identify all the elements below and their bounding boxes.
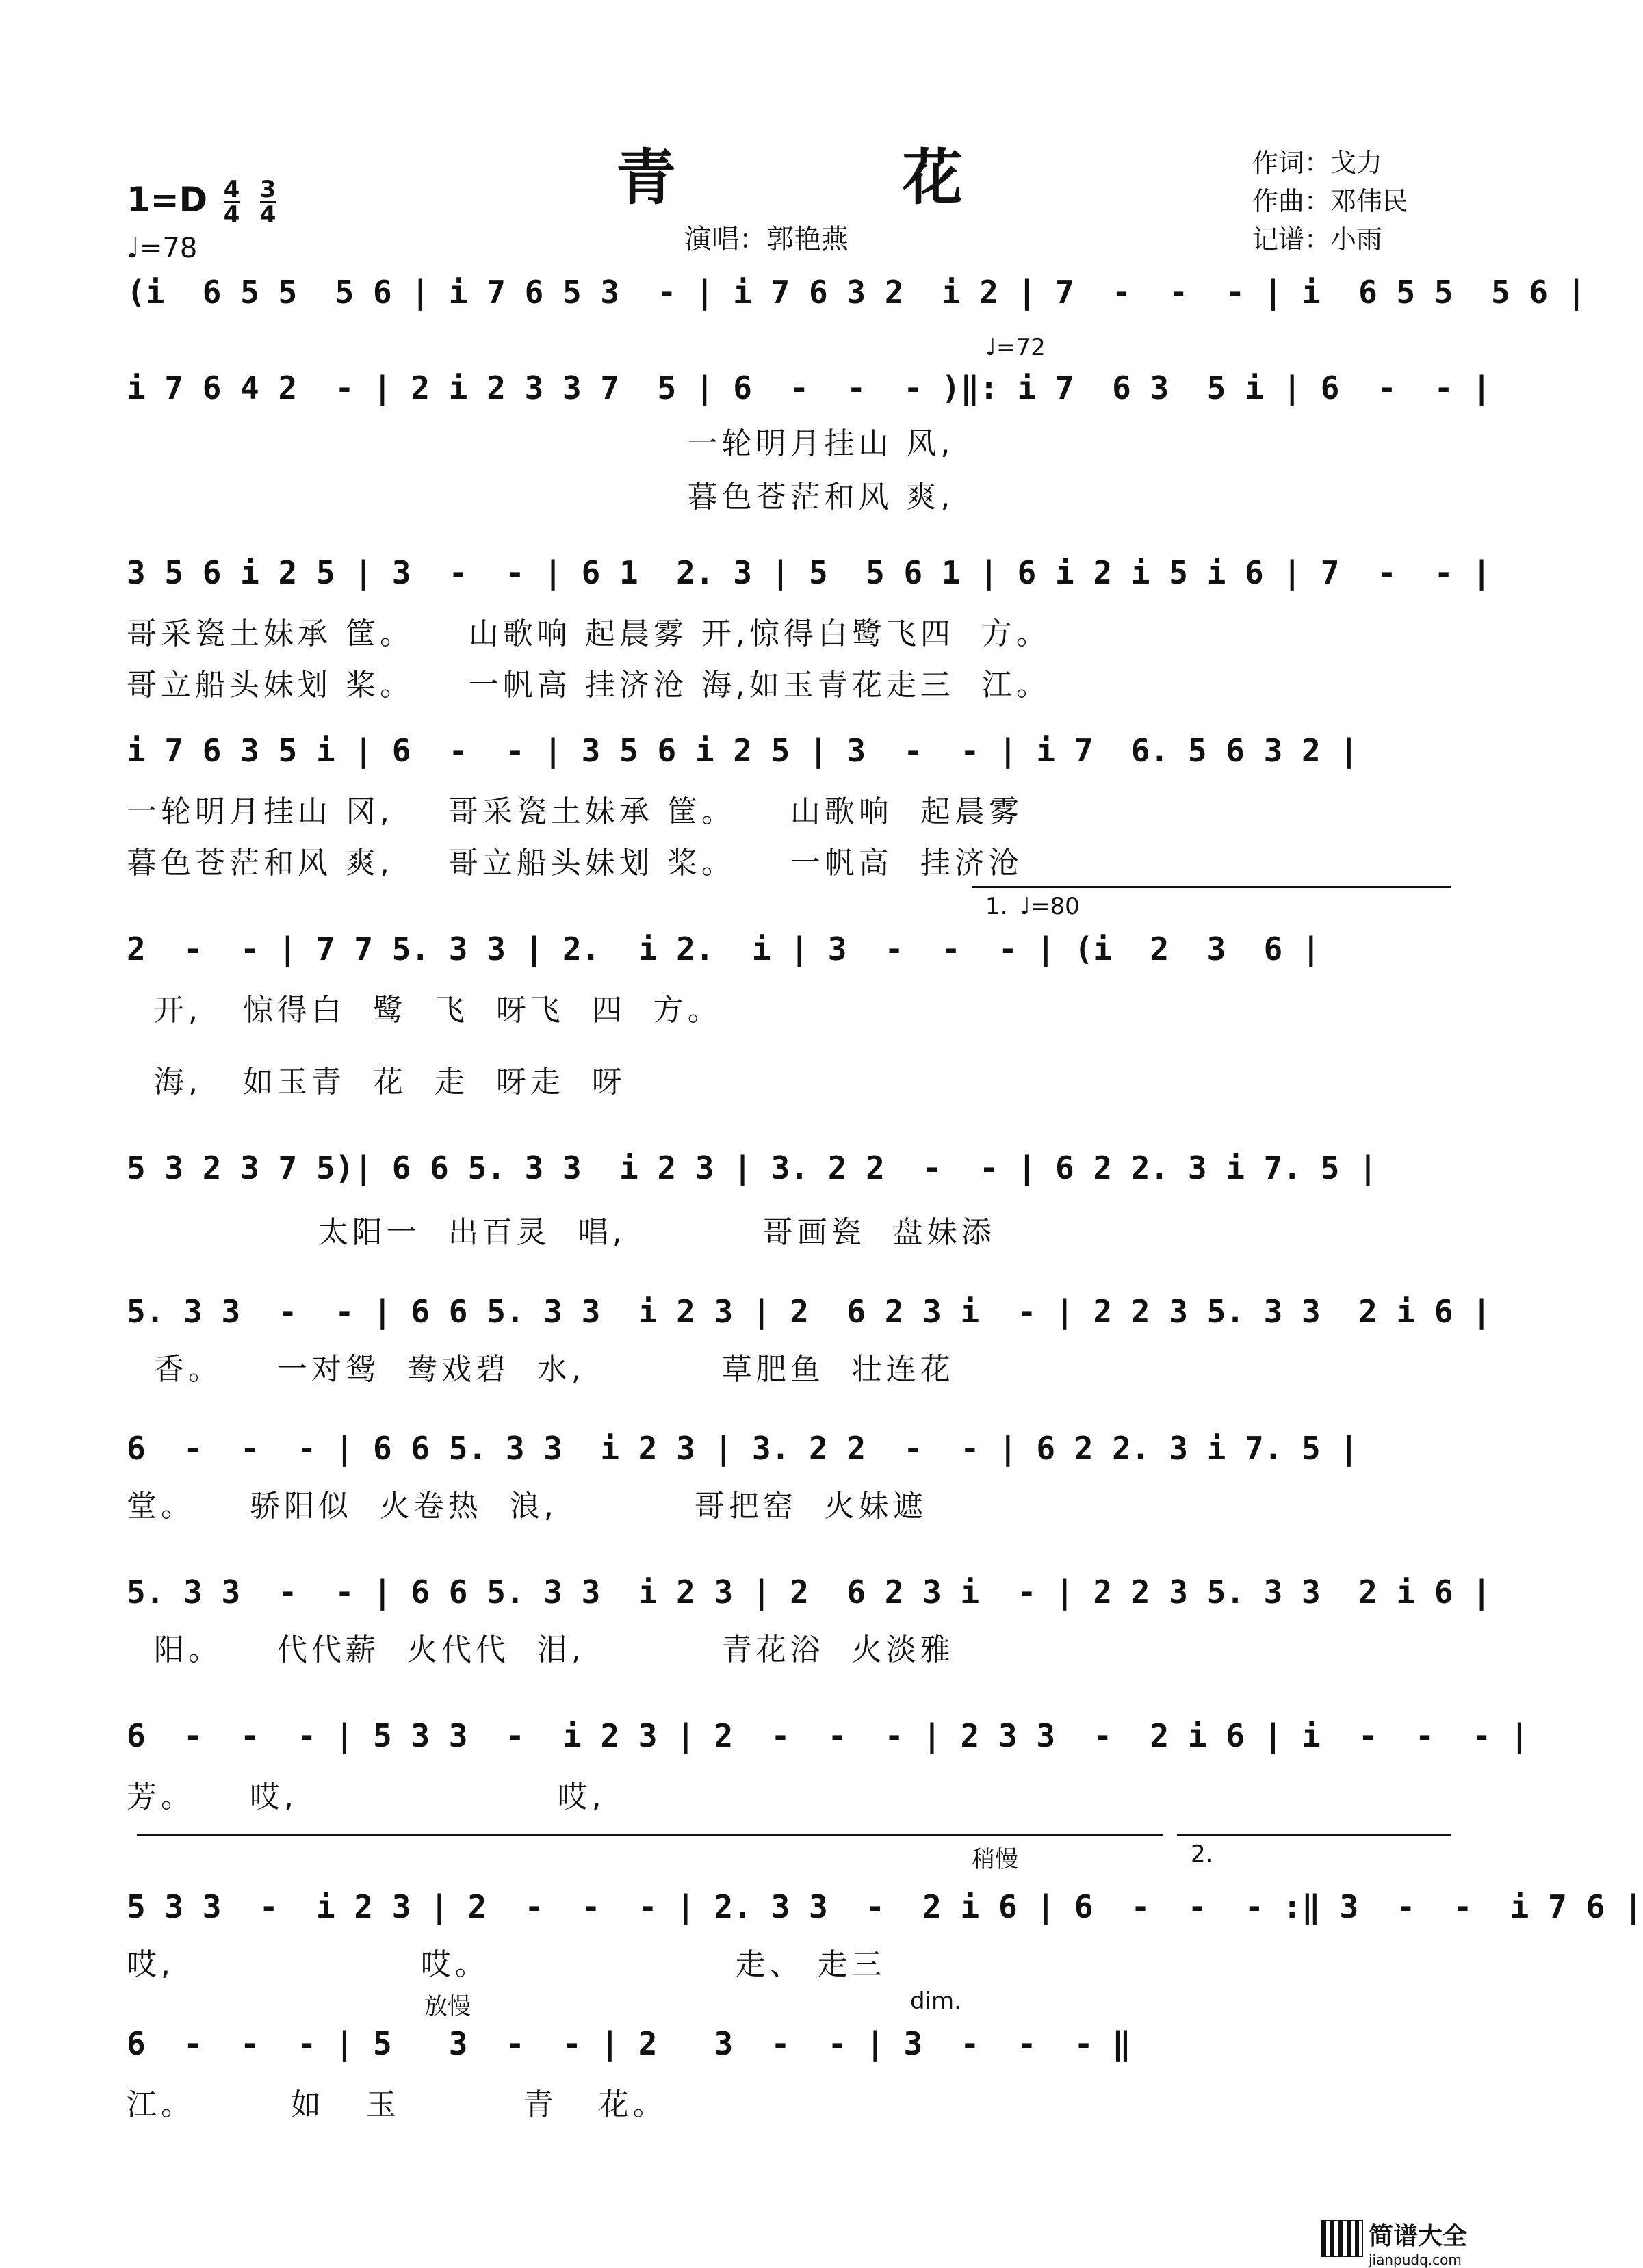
section-line bbox=[137, 1834, 1163, 1836]
piano-keys-icon bbox=[1321, 2220, 1363, 2257]
staff-5-lyric-1: 开, 惊得白 鹭 飞 呀飞 四 方。 bbox=[127, 993, 722, 1028]
slower-mark: 稍慢 bbox=[972, 1846, 1018, 1873]
composer-credit: 作曲：邓伟民 bbox=[1252, 186, 1409, 216]
staff-2-tempo: ♩=72 bbox=[985, 334, 1046, 361]
staff-3-notes: 3 5 6 i 2 5 | 3 - - | 6 1 2. 3 | 5 5 6 1 | 6 i 2 i 5 i 6 | 7 - - | bbox=[127, 554, 1491, 591]
staff-12-notes: 6 - - - | 5 3 - - | 2 3 - - | 3 - - - ‖ bbox=[127, 2025, 1131, 2062]
staff-2-lyric-2: 暮色苍茫和风 爽, bbox=[127, 480, 955, 514]
staff-9-lyric-1: 阳。 代代薪 火代代 泪, 青花浴 火淡雅 bbox=[127, 1632, 955, 1667]
staff-2-lyric-1: 一轮明月挂山 风, bbox=[127, 426, 955, 461]
tempo-marking: ♩=78 bbox=[127, 233, 198, 264]
watermark-name: 简谱大全 bbox=[1369, 2222, 1468, 2250]
staff-4-notes: i 7 6 3 5 i | 6 - - | 3 5 6 i 2 5 | 3 - - | i 7 6. 5 6 3 2 | bbox=[127, 732, 1359, 769]
staff-11-lyric-1: 哎, 哎。 走、 走三 bbox=[127, 1947, 886, 1982]
page-title: 青 花 bbox=[616, 142, 1065, 213]
volta-2-bracket bbox=[1177, 1834, 1451, 1836]
watermark-url: jianpudq.com bbox=[1369, 2252, 1462, 2268]
staff-7-notes: 5. 3 3 - - | 6 6 5. 3 3 i 2 3 | 2 6 2 3 i - | 2 2 3 5. 3 3 2 i 6 | bbox=[127, 1293, 1491, 1330]
staff-6-notes: 5 3 2 3 7 5)| 6 6 5. 3 3 i 2 3 | 3. 2 2 - - | 6 2 2. 3 i 7. 5 | bbox=[127, 1149, 1377, 1186]
staff-10-lyric-1: 芳。 哎, 哎, bbox=[127, 1780, 606, 1814]
staff-9-notes: 5. 3 3 - - | 6 6 5. 3 3 i 2 3 | 2 6 2 3 i - | 2 2 3 5. 3 3 2 i 6 | bbox=[127, 1574, 1491, 1611]
staff-1-notes: (i 6 5 5 5 6 | i 7 6 5 3 - | i 7 6 3 2 i 2 | 7 - - - | i 6 5 5 5 6 | bbox=[127, 274, 1586, 311]
staff-4-lyric-1: 一轮明月挂山 冈, 哥采瓷土妹承 筐。 山歌响 起晨雾 bbox=[127, 794, 1023, 829]
key-label: 1=D bbox=[127, 180, 208, 220]
volta-2-label: 2. bbox=[1191, 1840, 1213, 1868]
staff-10-notes: 6 - - - | 5 3 3 - i 2 3 | 2 - - - | 2 3 3 - 2 i 6 | i - - - | bbox=[127, 1717, 1529, 1754]
staff-5-lyric-2: 海, 如玉青 花 走 呀走 呀 bbox=[127, 1065, 626, 1099]
volta-1-label: 1. bbox=[985, 893, 1008, 920]
staff-3-lyric-2: 哥立船头妹划 桨。 一帆高 挂济沧 海,如玉青花走三 江。 bbox=[127, 668, 1050, 703]
staff-12-lyric-1: 江。 如 玉 青 花。 bbox=[127, 2087, 667, 2122]
lyricist-credit: 作词：戈力 bbox=[1252, 148, 1383, 178]
staff-5-notes: 2 - - | 7 7 5. 3 3 | 2. i 2. i | 3 - - - | (i 2 3 6 | bbox=[127, 930, 1321, 967]
staff-8-lyric-1: 堂。 骄阳似 火卷热 浪, 哥把窑 火妹遮 bbox=[127, 1489, 927, 1524]
credits bbox=[1252, 144, 1408, 259]
volta-1-bracket bbox=[972, 886, 1451, 888]
dim-mark: dim. bbox=[910, 1987, 961, 2015]
staff-7-lyric-1: 香。 一对鸳 鸯戏碧 水, 草肥鱼 壮连花 bbox=[127, 1352, 955, 1387]
time-signature-2: $\frac{3}{4}$ bbox=[259, 176, 276, 229]
staff-4-lyric-2: 暮色苍茫和风 爽, 哥立船头妹划 桨。 一帆高 挂济沧 bbox=[127, 846, 1023, 881]
staff-2-notes: i 7 6 4 2 - | 2 i 2 3 3 7 5 | 6 - - - )‖: i 7 6 3 5 i | 6 - - | bbox=[127, 369, 1491, 406]
time-signature-1: $\frac{4}{4}$ bbox=[223, 176, 240, 229]
staff-5-tempo: ♩=80 bbox=[1020, 893, 1080, 920]
key-signature bbox=[127, 176, 280, 229]
staff-3-lyric-1: 哥采瓷土妹承 筐。 山歌响 起晨雾 开,惊得白鹭飞四 方。 bbox=[127, 616, 1050, 651]
ritardando-mark: 放慢 bbox=[424, 1993, 471, 2020]
watermark-logo bbox=[1369, 2217, 1467, 2268]
singer-credit: 演唱：郭艳燕 bbox=[684, 224, 849, 255]
staff-8-notes: 6 - - - | 6 6 5. 3 3 i 2 3 | 3. 2 2 - - | 6 2 2. 3 i 7. 5 | bbox=[127, 1430, 1359, 1467]
staff-6-lyric-1: 太阳一 出百灵 唱, 哥画瓷 盘妹添 bbox=[127, 1215, 996, 1250]
transcriber-credit: 记谱：小雨 bbox=[1252, 224, 1383, 255]
staff-11-notes: 5 3 3 - i 2 3 | 2 - - - | 2. 3 3 - 2 i 6 | 6 - - - :‖ 3 - - i 7 6 | bbox=[127, 1888, 1643, 1925]
